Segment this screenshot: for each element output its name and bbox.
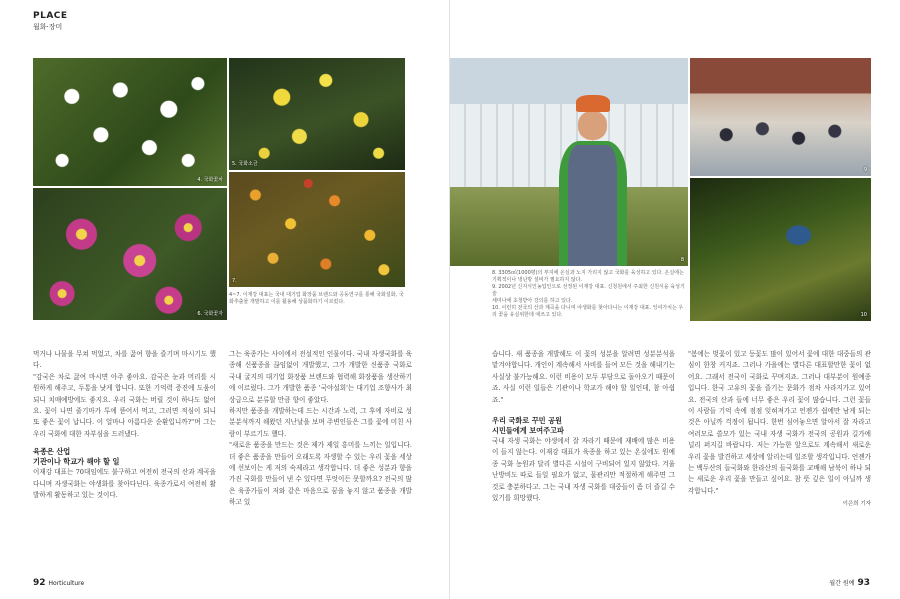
section-subtitle: 월화·장미 (33, 23, 63, 31)
subheading: 육종은 산업 (33, 447, 71, 457)
page-number: 93 (857, 578, 870, 588)
section-title: PLACE (33, 11, 68, 21)
body-paragraph: "감국은 차로 끓여 마시면 아주 좋아요. 감국은 눈과 머리를 시원하게 해주고, 두통을 낫게 합니다. 또한 기억력 증진에 도움이 되니 치매예방에도 좋지요. 우리 국화는 버릴 것이 하나도 없어요. 꽃이 나면 줄기마가 투에 뜯어서 먹고, 그러면 적심이 되니 또 좋은 꽃이 납니다. 이 얼마나 아름다운 순환입니까?"며 그는 우리 국화에 대한 자부심을 드러냈다. (33, 372, 216, 438)
photo-chamomile-tea (33, 58, 227, 186)
photo-label: 7. (232, 278, 237, 284)
photo-seminar (690, 58, 871, 176)
body-paragraph: "봄에는 벚꽃이 있고 등꽃도 많이 있어서 꽃에 대한 대중들의 관심이 한창 커지죠. 그러나 가을에는 별다른 대표할만한 꽃이 없어요. 그래서 전국이 국화로 꾸며지죠. 그러나 대부분이 원예종입니다. 한국 고유의 꽃을 즐기는 문화가 점차 사라지가고 있어요. 전국의 산과 들에 너무 좋은 우리 꽃이 많습니다. 그런 꽃들이 사람들 기억 속에 점점 잊혀져가고 언젠가 쉽에만 남게 되는 것은 아닐까 걱정이 됩니다. 한번 심어놓으면 알아서 잘 자라고 여러모로 쓸모가 있는 국내 자생 국화가 전국의 공원과 길가에 널리 퍼지길 바랍니다. 저는 가능한 앞으로도 계속해서 새로운 우리 꽃을 발견하고 세상에 알리는데 일조할 생각입니다. 언젠가는 백두산의 들국화와 한라산의 들국화를 교배해 남북이 하나 되는 새로운 우리 꽃을 만들고 싶어요. 참 뜻 깊은 일이 아닐까 생각합니다." (688, 350, 871, 495)
body-column-2 (229, 349, 412, 509)
photo-forest-search (690, 178, 871, 321)
body-paragraph: 습니다. 새 품종을 개발해도 이 꽃의 성분을 알려면 성분분석을 맡겨야합니다. 개인이 계속해서 사비를 들여 모든 것을 해내기는 사실상 불가능해요. 이런 비용이 모두 부담으로 돌아오기 때문이죠. 사실 이런 일들은 기관이나 학교가 해야 할 일인데, 참 아쉽죠." (492, 350, 675, 404)
photo-mixed-chrysanthemum (229, 172, 405, 287)
body-paragraph: "새로운 품종을 만드는 것은 제가 제일 흥미를 느끼는 일입니다. 더 좋은 품종을 만들어 오래도록 자생할 수 있는 우리 꽃을 세상에 선보이는 게 저의 숙제라고 생각합니다. 더 좋은 성분과 향을 가진 국화를 만들어 낸 수 있다면 무엇이든 못할까요? 전국의 많은 육종가들이 저와 같은 마음으로 꿈을 놓지 않고 품종을 개발하고 있 (229, 441, 412, 507)
folio-left (33, 570, 84, 589)
photo-label: 9 (863, 167, 867, 173)
body-column-3 (492, 349, 675, 504)
caption-item: 9. 2002년 신지식인농업인으로 선정된 이재강 대표. 신청원에서 주최한 신원식을 육성기술 세미나에 초청받아 강의를 하고 있다. (492, 284, 685, 304)
photo-person (555, 95, 631, 266)
photo-label: 5. 국화소금 (232, 161, 258, 167)
photo-caption-right (492, 270, 688, 319)
body-paragraph: 이재강 대표는 70대임에도 불구하고 여전히 전국의 산과 계곡을 다니며 자생국화는 야생화를 찾아다닌다. 육종가로서 여전히 활발하게 활동하고 있는 것이다. (33, 468, 216, 500)
section-header (33, 11, 68, 32)
photo-label: 8 (680, 257, 684, 263)
body-column-1 (33, 349, 216, 501)
photo-chrysanthemum-salt (229, 58, 405, 170)
page-number: 92 (33, 578, 46, 588)
photo-label: 10 (860, 312, 867, 318)
subheading: 기관이나 학교가 해야 할 일 (33, 457, 120, 467)
body-paragraph: 국내 자생 국화는 야생에서 잘 자라기 때문에 재배에 많은 비용이 들지 않는다. 이재강 대표가 육종을 하고 있는 온실에도 원예종 국화 농원과 달리 별다른 시설이 구비되어 있지 않았다. 겨울 난방비도 따로 들일 필요가 없고, 물관리만 적절하게 해주면 그것로 충분하다고. 그는 국내 자생 국화를 대중들이 좀 더 즐길 수 있기를 희망했다. (492, 437, 675, 503)
subheading: 시민들에게 보여주고파 (492, 426, 564, 436)
photo-label: 6. 국화꽃자 (197, 311, 223, 317)
body-paragraph: 하지만 품종을 개발하는데 드는 시간과 노력, 그 후에 자비로 성분분석까지 해왔던 지난날을 보며 주변인들은 그를 꽃에 미친 사람이 부르기도 했다. (229, 407, 412, 438)
photo-caption-left: 4~7. 이재강 대표는 국내 대기업 화장품 브랜드와 공동연구를 통해 국화설화, 국 화추출물 개발하고 이를 활용해 상품화하기 이르렀다. (229, 292, 404, 305)
magazine-name: Horticulture (48, 580, 85, 587)
body-paragraph: 먹거나 나물을 무쳐 먹었고, 차를 끓여 향을 즐기며 마시기도 했다. (33, 350, 216, 370)
right-page (450, 0, 900, 599)
magazine-name: 월간 원예 (829, 580, 855, 587)
caption-item: 10. 이런히 전국의 산과 계곡을 다니며 야생화를 찾아다니는 이재강 대표. 잉여가치는 우 리 꽃을 유실위한데 애쓰고 있다. (492, 305, 684, 318)
subheading: 우리 국화로 꾸민 공원 (492, 416, 562, 426)
photo-greenhouse-portrait (450, 58, 688, 266)
body-paragraph: 그는 육종가는 사이에서 전설적인 인물이다. 국내 자생국화를 육종해 신품종을 끊임없이 개발했고, 그가 개발한 신품종 국화로 국내 굴지의 대기업 화장품 브랜드와 협력해 화장품을 생산하기에 이르렀다. 그가 개발한 품종 '국야설회'는 대기업 조향사가 최상급으로 분류할 만큼 향이 좋았다. (229, 350, 412, 404)
caption-item: 8. 3305㎡(1000평)의 부지에 온실과 노지 가리지 않고 국화를 육성하고 있다. 온실에는 기획적이나 냉난방 설비가 필요하지 않다. (492, 270, 684, 283)
photo-label: 4. 국화꽃차 (197, 177, 223, 183)
body-column-4 (688, 349, 871, 511)
byline: 이은희 기자 (842, 501, 871, 508)
photo-pink-chrysanthemum (33, 188, 227, 320)
folio-right (829, 570, 870, 589)
